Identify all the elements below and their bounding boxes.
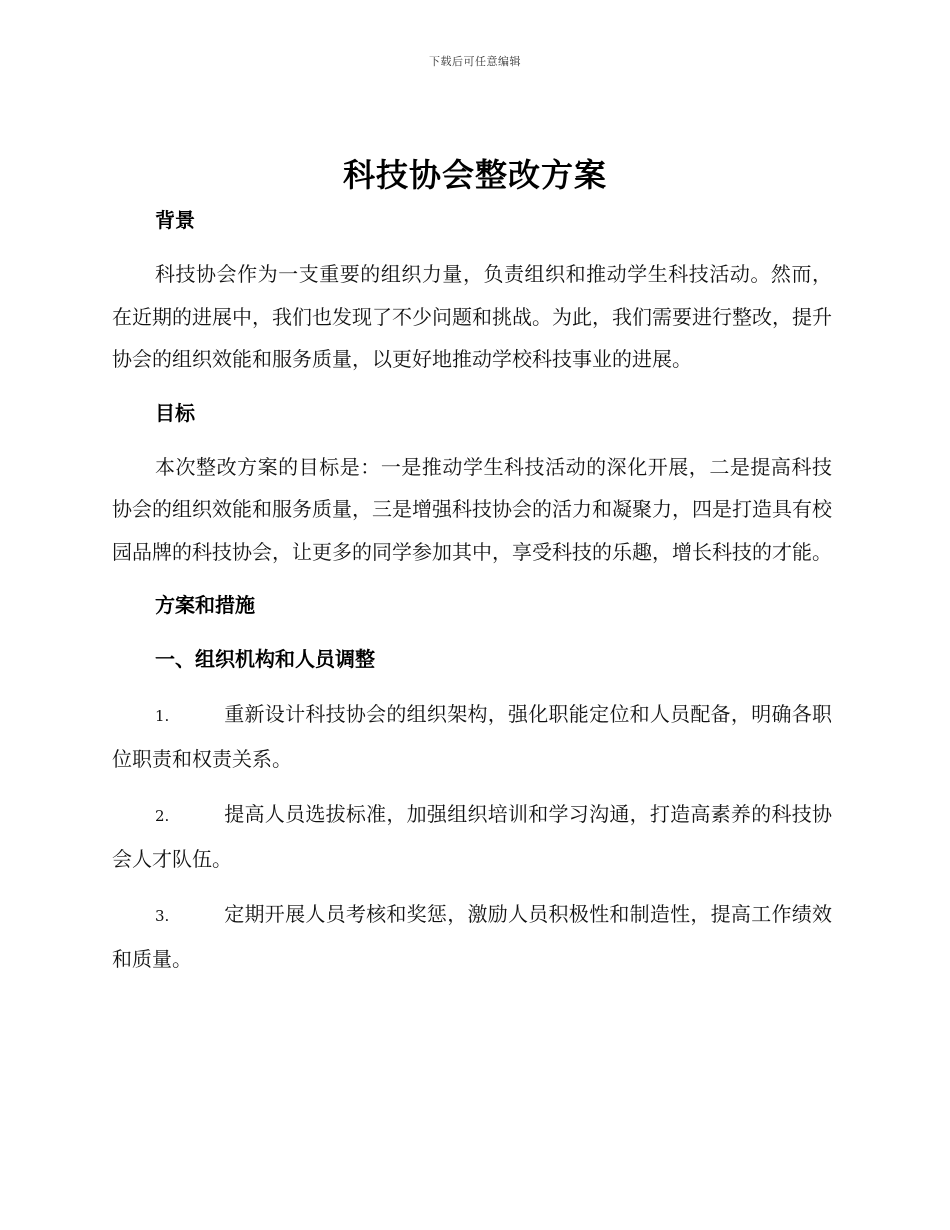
section-heading-background: 背景 [155,208,195,232]
list-item-text: 定期开展人员考核和奖惩，激励人员积极性和制造性，提高工作绩效和质量。 [112,902,832,971]
document-body [112,200,832,980]
list-item [112,793,832,880]
list-item [112,893,832,980]
document-title: 科技协会整改方案 [342,156,607,194]
section-heading-measures: 方案和措施 [155,593,255,617]
header-note: 下载后可任意编辑 [429,55,521,68]
list-item-number: 1. [155,707,170,725]
list-item-text: 重新设计科技协会的组织架构，强化职能定位和人员配备，明确各职位职责和权责关系。 [112,702,832,771]
list-item-number: 2. [155,807,170,825]
subsection-heading-organization: 一、组织机构和人员调整 [155,647,375,671]
background-paragraph: 科技协会作为一支重要的组织力量，负责组织和推动学生科技活动。然而，在近期的进展中，我们也发现了不少问题和挑战。为此，我们需要进行整改，提升协会的组织效能和服务质量，以更好地推动学校科技事业的进展。 [112,262,832,371]
section-heading-goal: 目标 [155,400,195,425]
list-item-number: 3. [155,907,170,925]
list-item-text: 提高人员选拔标准，加强组织培训和学习沟通，打造高素养的科技协会人才队伍。 [112,802,832,871]
list-item [112,693,832,780]
goal-paragraph: 本次整改方案的目标是：一是推动学生科技活动的深化开展，二是提高科技协会的组织效能和服务质量，三是增强科技协会的活力和凝聚力，四是打造具有校园品牌的科技协会，让更多的同学参加其中，享受科技的乐趣，增长科技的才能。 [112,454,832,564]
